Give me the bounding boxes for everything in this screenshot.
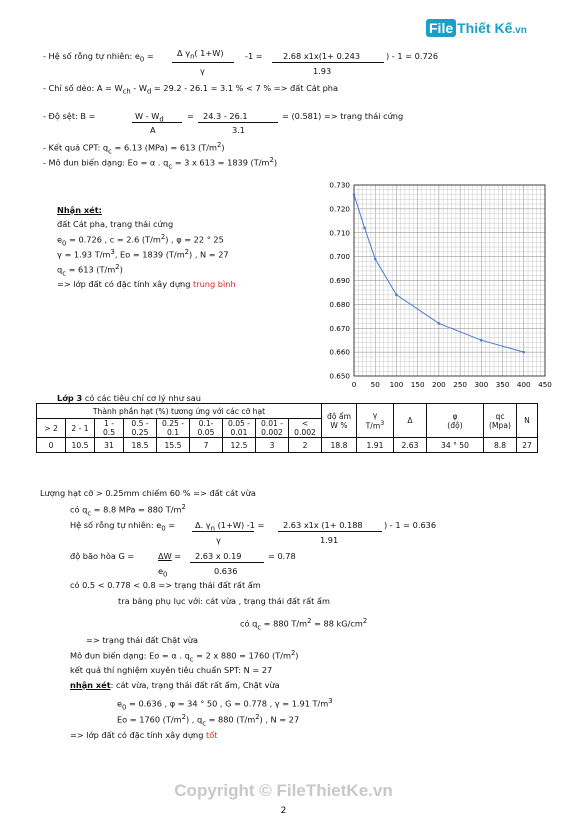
- logo-vn-text: .vn: [512, 25, 527, 36]
- friction-angle-header: φ (độ): [427, 404, 484, 438]
- x-tick-label: 0: [351, 380, 357, 389]
- plasticity-index-line: - Chỉ số dẻo: $A = W_{ch} - W_d = 29.2 - 26.1 = 3.1$ % < 7 % => đất Cát pha: [43, 83, 339, 96]
- x-tick-label: 200: [432, 380, 446, 389]
- grain-size-cell: 2 - 1: [66, 419, 95, 438]
- fraction-bar: [272, 62, 384, 63]
- remarks-soil-type: đất Cát pha, trạng thái cứng: [57, 219, 174, 229]
- x-tick-label: 400: [516, 380, 531, 389]
- qc-header: qc (Mpa): [484, 404, 517, 438]
- table-cell: 18.8: [322, 438, 357, 453]
- void-ratio2-label: Hệ số rỗng tự nhiên: $e_0$ =: [70, 520, 176, 533]
- void-ratio-label: - Hệ số rỗng tự nhiên: $e_0$ =: [43, 51, 154, 64]
- x-tick-label: 100: [389, 380, 404, 389]
- data-point: [480, 339, 483, 342]
- logo-name-text: Thiết Kế: [457, 20, 513, 36]
- data-point: [353, 193, 356, 196]
- page-number: 2: [280, 806, 287, 816]
- table-cell: 27: [517, 438, 538, 453]
- x-tick-label: 300: [474, 380, 489, 389]
- consistency-denominator: A: [150, 125, 156, 135]
- data-point: [363, 227, 366, 230]
- consistency-values: 24.3 - 26.1: [203, 111, 248, 121]
- data-point: [395, 294, 398, 297]
- table-cell: 3: [256, 438, 289, 453]
- y-tick-label: 0.730: [329, 180, 350, 190]
- x-tick-label: 350: [495, 380, 510, 389]
- y-tick-label: 0.720: [329, 204, 350, 214]
- remarks-params-3: $q_c = 613$ $(T/m^2)$: [57, 263, 123, 278]
- grain-size-cell: 0.5 - 0.25: [124, 419, 157, 438]
- unit-weight-header: γ $T/m^3$: [357, 404, 394, 438]
- void-ratio-chart: [308, 176, 558, 391]
- specific-gravity-header: Δ: [394, 404, 427, 438]
- table-cell: 8.8: [484, 438, 517, 453]
- consistency-label: - Độ sệt: B =: [43, 111, 96, 121]
- void-ratio-result: ) - 1 = 0.726: [386, 51, 439, 61]
- y-tick-label: 0.660: [329, 347, 350, 357]
- lookup-table-line: tra bảng phụ lục với: cát vừa , trạng thái đất rất ẩm: [118, 596, 330, 606]
- grain-size-cell: > 2: [37, 419, 66, 438]
- x-tick-label: 250: [453, 380, 467, 389]
- void-ratio-minus: -1 =: [245, 51, 263, 61]
- data-point: [522, 351, 525, 354]
- chart-grid: [354, 185, 545, 376]
- remarks2-line: nhận xét: cát vừa, trạng thái đất rất ẩm, Chặt vừa: [70, 680, 280, 690]
- table-cell: 0: [37, 438, 66, 453]
- saturation-denominator: $e_0$: [158, 566, 168, 579]
- table-cell: 18.5: [124, 438, 157, 453]
- copyright-watermark: Copyright © FileThietKe.vn: [174, 781, 393, 800]
- table-cell: 10.5: [66, 438, 95, 453]
- site-logo: [426, 20, 527, 36]
- remarks-title: Nhận xét:: [57, 205, 102, 215]
- y-tick-label: 0.700: [329, 252, 350, 262]
- table-cell: 1.91: [357, 438, 394, 453]
- saturation-values: 2.63 x 0.19: [195, 551, 242, 561]
- density-state-line: => trạng thái đất Chặt vừa: [86, 635, 199, 645]
- grain-content-line: Lượng hạt cỡ > 0.25mm chiếm 60 % => đất cát vừa: [40, 488, 256, 498]
- grain-size-cell: 0.01 - 0.002: [256, 419, 289, 438]
- table-cell: 31: [95, 438, 124, 453]
- consistency-equals: =: [187, 111, 194, 121]
- consistency-numerator: W - $W_d$: [135, 111, 164, 124]
- saturation-numerator: ΔW =: [158, 551, 182, 561]
- void-ratio-numerator: Δ $\gamma_n$( 1+W): [177, 48, 224, 61]
- x-tick-label: 150: [410, 380, 425, 389]
- qc-line: có $q_c = 8.8$ MPa = 880 $T/m^2$: [70, 503, 186, 518]
- table-cell: 2.63: [394, 438, 427, 453]
- soil-properties-table: [36, 403, 538, 453]
- void-ratio-denominator-value: 1.93: [313, 66, 332, 76]
- saturation-label: độ bão hòa G =: [70, 551, 135, 561]
- table-row: [37, 438, 538, 453]
- fraction-bar: [198, 122, 278, 123]
- grain-size-cell: 0.1- 0.05: [190, 419, 223, 438]
- remarks-params-1: $e_0 = 0.726$ , c = 2.6 $(T/m^2)$ , φ = 22 ° 25: [57, 233, 224, 248]
- data-point: [438, 322, 441, 325]
- fraction-bar: [132, 122, 182, 123]
- void-ratio2-denominator: γ: [216, 535, 221, 545]
- layer3-heading: Lớp 3 có các tiêu chí cơ lý như sau: [57, 393, 201, 403]
- grain-size-cell: 0.25 - 0.1: [157, 419, 190, 438]
- moisture-header: độ ẩm W %: [322, 404, 357, 438]
- table-cell: 12.5: [223, 438, 256, 453]
- y-tick-label: 0.670: [329, 323, 350, 333]
- x-tick-label: 50: [370, 380, 380, 389]
- fraction-bar: [172, 62, 234, 63]
- x-tick-label: 450: [538, 380, 552, 389]
- table-cell: 7: [190, 438, 223, 453]
- remarks-conclusion: => lớp đất có đặc tính xây dựng trung bình: [57, 279, 236, 289]
- void-ratio2-denominator-value: 1.91: [320, 535, 339, 545]
- consistency-result: = (0.581) => trạng thái cứng: [282, 111, 404, 121]
- consistency-denominator-value: 3.1: [232, 125, 246, 135]
- void-ratio-denominator: γ: [200, 66, 205, 76]
- fraction-bar: [278, 531, 382, 532]
- grain-size-header: Thành phần hạt (%) tương ứng với các cỡ hạt: [37, 404, 322, 419]
- deformation-modulus2-line: Mô đun biến dạng: Eo = α . $q_c = 2$ x 880 = 1760 $(T/m^2)$: [70, 649, 299, 664]
- grain-size-cell: 0.05 - 0.01: [223, 419, 256, 438]
- remarks-params-2: γ = 1.93 $T/m^3$, Eo = 1839 $(T/m^2)$ , N = 27: [57, 248, 229, 260]
- fraction-bar: [190, 562, 264, 563]
- saturation-state-line: có 0.5 < 0.778 < 0.8 => trạng thái đất rất ẩm: [70, 580, 261, 590]
- y-tick-label: 0.710: [329, 228, 350, 238]
- qc-conversion-line: có $q_c = 880$ $T/m^2 = 88$ $kG/cm^2$: [240, 617, 368, 632]
- remarks2-params-2: Eo = 1760 $(T/m^2)$ , $q_c = 880$ $(T/m^2)$ , N = 27: [117, 713, 300, 728]
- grain-size-cell: 1 - 0.5: [95, 419, 124, 438]
- chart-x-ticks: [352, 380, 553, 389]
- table-cell: 15.5: [157, 438, 190, 453]
- saturation-result: = 0.78: [268, 551, 296, 561]
- table-cell: 34 ° 50: [427, 438, 484, 453]
- logo-file-text: File: [426, 19, 456, 37]
- grain-size-cell: < 0.002: [289, 419, 322, 438]
- void-ratio2-numerator: Δ. $\gamma_n$ (1+W) -1 =: [195, 520, 265, 533]
- cpt-result-line: - Kết quả CPT: $q_c = 6.13$ (MPa) = 613 $(T/m^2)$: [43, 141, 225, 156]
- fraction-bar: [192, 531, 254, 532]
- remarks2-params-1: $e_0 = 0.636$ , φ = 34 ° 50 , G = 0.778 , γ = 1.91 $T/m^3$: [117, 697, 333, 712]
- y-tick-label: 0.690: [329, 276, 350, 285]
- y-tick-label: 0.680: [329, 299, 350, 309]
- spt-n-header: N: [517, 404, 538, 438]
- y-tick-label: 0.650: [329, 371, 350, 381]
- void-ratio2-values: 2.63 x1x (1+ 0.188: [283, 520, 363, 530]
- chart-y-ticks: [329, 181, 350, 381]
- spt-result-line: kết quả thí nghiệm xuyên tiêu chuẩn SPT: N = 27: [70, 665, 273, 675]
- void-ratio-values: 2.68 x1x(1+ 0.243: [283, 51, 361, 61]
- void-ratio2-result: ) - 1 = 0.636: [384, 520, 437, 530]
- deformation-modulus-line: - Mô đun biến dạng: Eo = α . $q_c = 3$ x 613 = 1839 $(T/m^2)$: [43, 156, 278, 171]
- data-point: [374, 258, 377, 261]
- remarks2-conclusion: => lớp đất có đặc tính xây dựng tốt: [70, 730, 218, 740]
- table-cell: 2: [289, 438, 322, 453]
- saturation-denominator-value: 0.636: [214, 566, 238, 576]
